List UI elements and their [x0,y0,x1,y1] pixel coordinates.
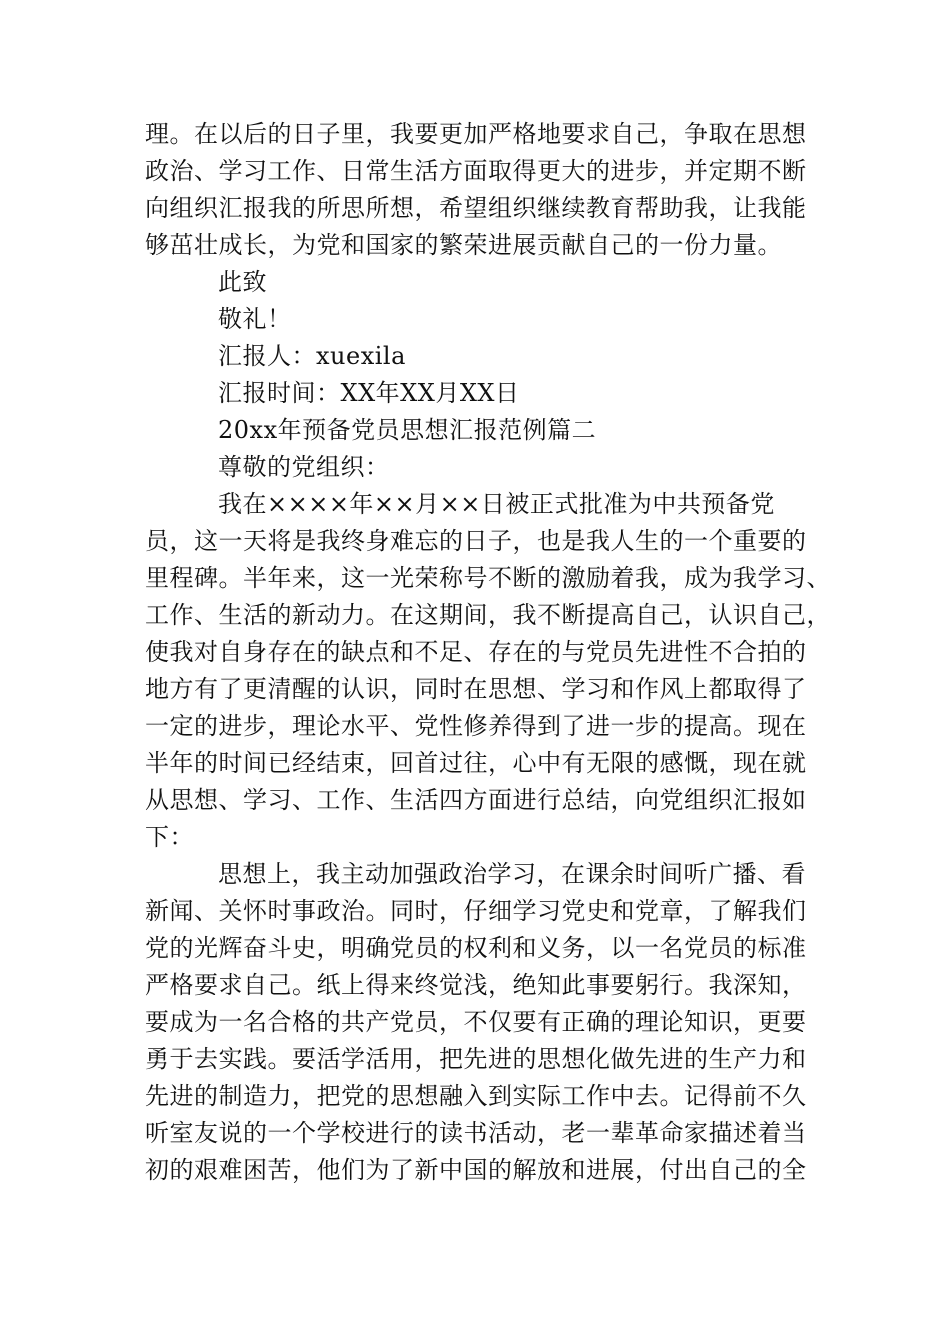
text-line: 汇报时间：XX年XX月XX日 [218,379,520,407]
text-line: 半年的时间已经结束，回首过往，心中有无限的感慨，现在就 [145,749,807,777]
text-line: 尊敬的党组织： [218,453,390,481]
text-line: 要成为一名合格的共产党员，不仅要有正确的理论知识，更要 [145,1008,807,1036]
text-line: 此致 [218,268,267,296]
text-line: 20xx年预备党员思想汇报范例篇二 [218,416,597,444]
text-line: 听室友说的一个学校进行的读书活动，老一辈革命家描述着当 [145,1119,807,1147]
text-line: 使我对自身存在的缺点和不足、存在的与党员先进性不合拍的 [145,638,807,666]
text-line: 先进的制造力，把党的思想融入到实际工作中去。记得前不久 [145,1082,807,1110]
text-line: 思想上，我主动加强政治学习，在课余时间听广播、看 [218,860,806,888]
text-line: 地方有了更清醒的认识，同时在思想、学习和作风上都取得了 [145,675,807,703]
text-line: 初的艰难困苦，他们为了新中国的解放和进展，付出自己的全 [145,1156,807,1184]
document-body [145,116,831,1189]
text-line: 里程碑。半年来，这一光荣称号不断的激励着我，成为我学习、 [145,564,831,592]
text-line: 理。在以后的日子里，我要更加严格地要求自己，争取在思想 [145,120,807,148]
text-line: 敬礼！ [218,305,292,333]
text-line: 党的光辉奋斗史，明确党员的权利和义务，以一名党员的标准 [145,934,807,962]
text-line: 够茁壮成长，为党和国家的繁荣进展贡献自己的一份力量。 [145,231,782,259]
text-line: 政治、学习工作、日常生活方面取得更大的进步，并定期不断 [145,157,807,185]
text-line: 员，这一天将是我终身难忘的日子，也是我人生的一个重要的 [145,527,807,555]
text-line: 下： [145,823,194,851]
text-line: 向组织汇报我的所思所想，希望组织继续教育帮助我，让我能 [145,194,807,222]
text-line: 从思想、学习、工作、生活四方面进行总结，向党组织汇报如 [145,786,807,814]
text-line: 严格要求自己。纸上得来终觉浅，绝知此事要躬行。我深知， [145,971,807,999]
text-line: 我在××××年××月××日被正式批准为中共预备党 [218,490,775,518]
text-line: 一定的进步，理论水平、党性修养得到了进一步的提高。现在 [145,712,807,740]
text-line: 汇报人：xuexila [218,342,406,370]
text-line: 勇于去实践。要活学活用，把先进的思想化做先进的生产力和 [145,1045,807,1073]
text-line: 新闻、关怀时事政治。同时，仔细学习党史和党章，了解我们 [145,897,807,925]
text-line: 工作、生活的新动力。在这期间，我不断提高自己，认识自己， [145,601,831,629]
